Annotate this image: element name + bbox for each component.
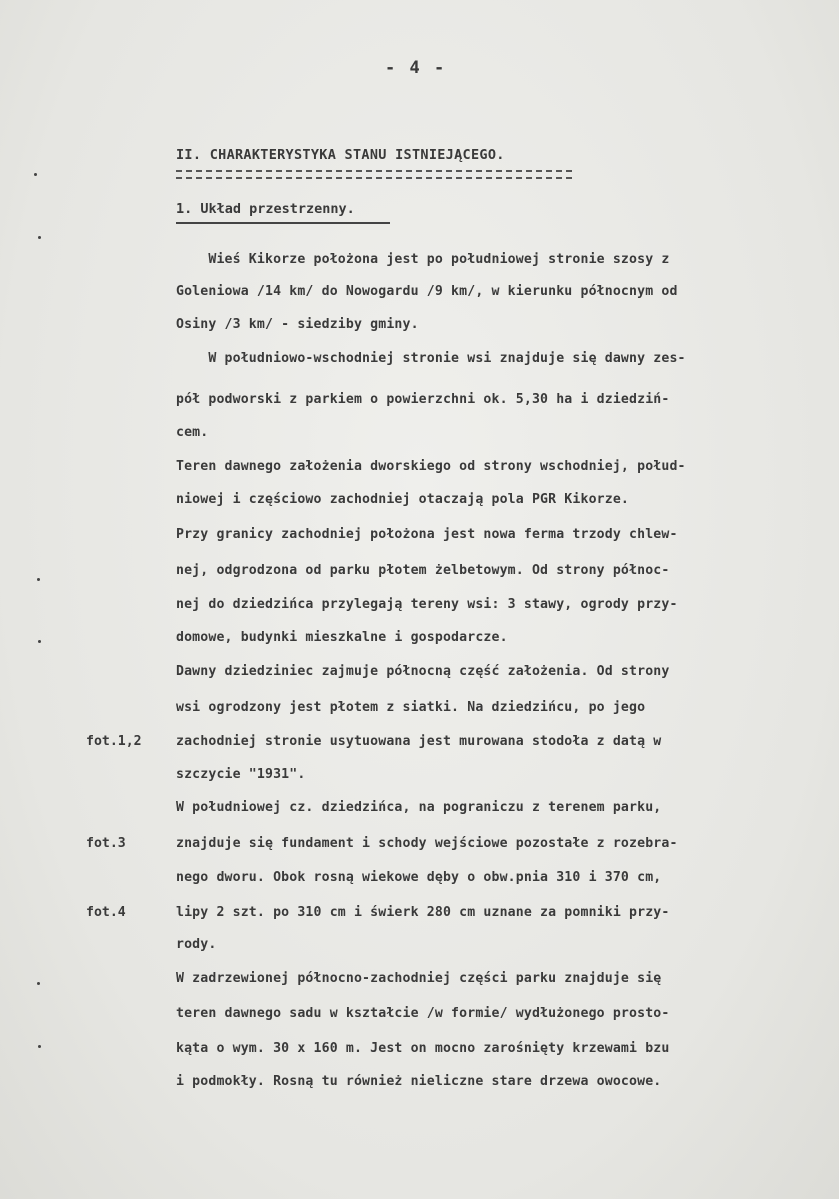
body-line-16: szczycie "1931". (176, 767, 306, 782)
body-line-23: teren dawnego sadu w kształcie /w formie/ wydłużonego prosto- (176, 1006, 670, 1021)
body-line-1: Wieś Kikorze położona jest po południowej stronie szosy z (176, 252, 670, 267)
subsection-title: 1. Układ przestrzenny. (176, 201, 355, 217)
body-line-5: pół podworski z parkiem o powierzchni ok. 5,30 ha i dziedziń- (176, 392, 670, 407)
margin-note-photo-1-2: fot.1,2 (86, 734, 142, 749)
body-line-25: i podmokły. Rosną tu również nieliczne stare drzewa owocowe. (176, 1074, 662, 1089)
page-number: - 4 - (385, 58, 447, 78)
body-line-9: Przy granicy zachodniej położona jest nowa ferma trzody chlew- (176, 527, 678, 542)
body-line-3: Osiny /3 km/ - siedziby gminy. (176, 317, 419, 332)
paper-speck (38, 1045, 41, 1048)
paper-speck (37, 578, 40, 581)
margin-note-photo-4: fot.4 (86, 905, 126, 920)
body-line-18: znajduje się fundament i schody wejściowe pozostałe z rozebra- (176, 836, 678, 851)
body-line-22: W zadrzewionej północno-zachodniej części parku znajduje się (176, 971, 662, 986)
body-line-4: W południowo-wschodniej stronie wsi znajduje się dawny zes- (176, 351, 686, 366)
body-line-24: kąta o wym. 30 x 160 m. Jest on mocno zarośnięty krzewami bzu (176, 1041, 670, 1056)
body-line-2: Goleniowa /14 km/ do Nowogardu /9 km/, w kierunku północnym od (176, 284, 678, 299)
body-line-11: nej do dziedzińca przylegają tereny wsi: 3 stawy, ogrody przy- (176, 597, 678, 612)
body-line-12: domowe, budynki mieszkalne i gospodarcze. (176, 630, 508, 645)
body-line-13: Dawny dziedziniec zajmuje północną część założenia. Od strony (176, 664, 670, 679)
section-title-double-underline (176, 170, 572, 179)
paper-speck (34, 173, 37, 176)
body-line-20: lipy 2 szt. po 310 cm i świerk 280 cm uznane za pomniki przy- (176, 905, 670, 920)
paper-speck (37, 982, 40, 985)
body-line-6: cem. (176, 425, 209, 440)
body-line-17: W południowej cz. dziedzińca, na pograniczu z terenem parku, (176, 800, 662, 815)
margin-note-photo-3: fot.3 (86, 836, 126, 851)
subsection-title-underline (176, 222, 390, 224)
paper-speck (38, 640, 41, 643)
body-line-19: nego dworu. Obok rosną wiekowe dęby o obw.pnia 310 i 370 cm, (176, 870, 662, 885)
body-line-21: rody. (176, 937, 217, 952)
body-line-7: Teren dawnego założenia dworskiego od strony wschodniej, połud- (176, 459, 686, 474)
paper-speck (38, 236, 41, 239)
body-line-14: wsi ogrodzony jest płotem z siatki. Na dziedzińcu, po jego (176, 700, 646, 715)
body-line-8: niowej i częściowo zachodniej otaczają pola PGR Kikorze. (176, 492, 630, 507)
body-line-10: nej, odgrodzona od parku płotem żelbetowym. Od strony północ- (176, 563, 670, 578)
body-line-15: zachodniej stronie usytuowana jest murowana stodoła z datą w (176, 734, 662, 749)
section-title: II. CHARAKTERYSTYKA STANU ISTNIEJĄCEGO. (176, 147, 505, 163)
